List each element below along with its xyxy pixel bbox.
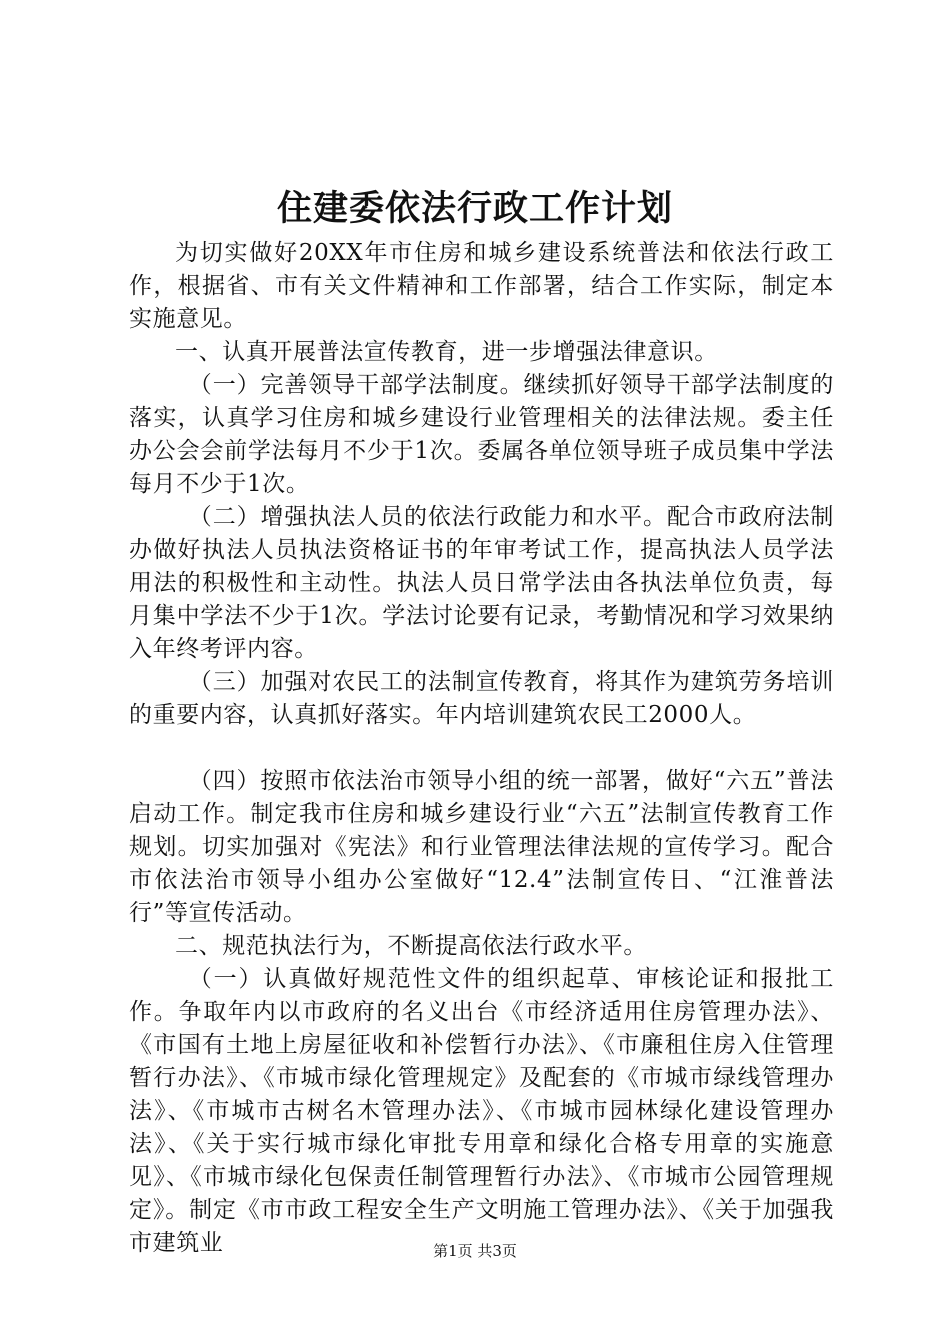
document-title: 住建委依法行政工作计划 <box>276 188 673 229</box>
item-paragraph-1-1: （一）完善领导干部学法制度。继续抓好领导干部学法制度的落实，认真学习住房和城乡建设行业管理相关的法律法规。委主任办公会会前学法每月不少于1次。委属各单位领导班子成员集中学法每月不少于1次。 <box>129 372 834 497</box>
section-heading-1: 一、认真开展普法宣传教育，进一步增强法律意识。 <box>175 339 718 365</box>
page-footer: 第1页 共3页 <box>433 1242 517 1260</box>
item-paragraph-2-1: （一）认真做好规范性文件的组织起草、审核论证和报批工作。争取年内以市政府的名义出台《市经济适用住房管理办法》、《市国有土地上房屋征收和补偿暂行办法》、《市廉租住房入住管理暂行办法》、《市城市绿化管理规定》及配套的《市城市绿线管理办法》、《市城市古树名木管理办法》、《市城市园林绿化建设管理办法》、《关于实行城市绿化审批专用章和绿化合格专用章的实施意见》、《市城市绿化包保责任制管理暂行办法》、《市城市公园管理规定》。制定《市市政工程安全生产文明施工管理办法》、《关于加强我市建筑业 <box>129 966 834 1256</box>
section-heading-2: 二、规范执法行为，不断提高依法行政水平。 <box>175 933 647 959</box>
item-paragraph-1-2: （二）增强执法人员的依法行政能力和水平。配合市政府法制办做好执法人员执法资格证书的年审考试工作，提高执法人员学法用法的积极性和主动性。执法人员日常学法由各执法单位负责，每月集中学法不少于1次。学法讨论要有记录，考勤情况和学习效果纳入年终考评内容。 <box>129 504 834 662</box>
item-paragraph-1-3: （三）加强对农民工的法制宣传教育，将其作为建筑劳务培训的重要内容，认真抓好落实。年内培训建筑农民工2000人。 <box>129 669 834 728</box>
intro-paragraph: 为切实做好20XX年市住房和城乡建设系统普法和依法行政工作，根据省、市有关文件精神和工作部署，结合工作实际，制定本实施意见。 <box>129 240 834 332</box>
document-body <box>129 237 834 1260</box>
item-paragraph-1-4: （四）按照市依法治市领导小组的统一部署，做好“六五”普法启动工作。制定我市住房和城乡建设行业“六五”法制宣传教育工作规划。切实加强对《宪法》和行业管理法律法规的宣传学习。配合市依法治市领导小组办公室做好“12.4”法制宣传日、“江淮普法行”等宣传活动。 <box>129 768 834 926</box>
